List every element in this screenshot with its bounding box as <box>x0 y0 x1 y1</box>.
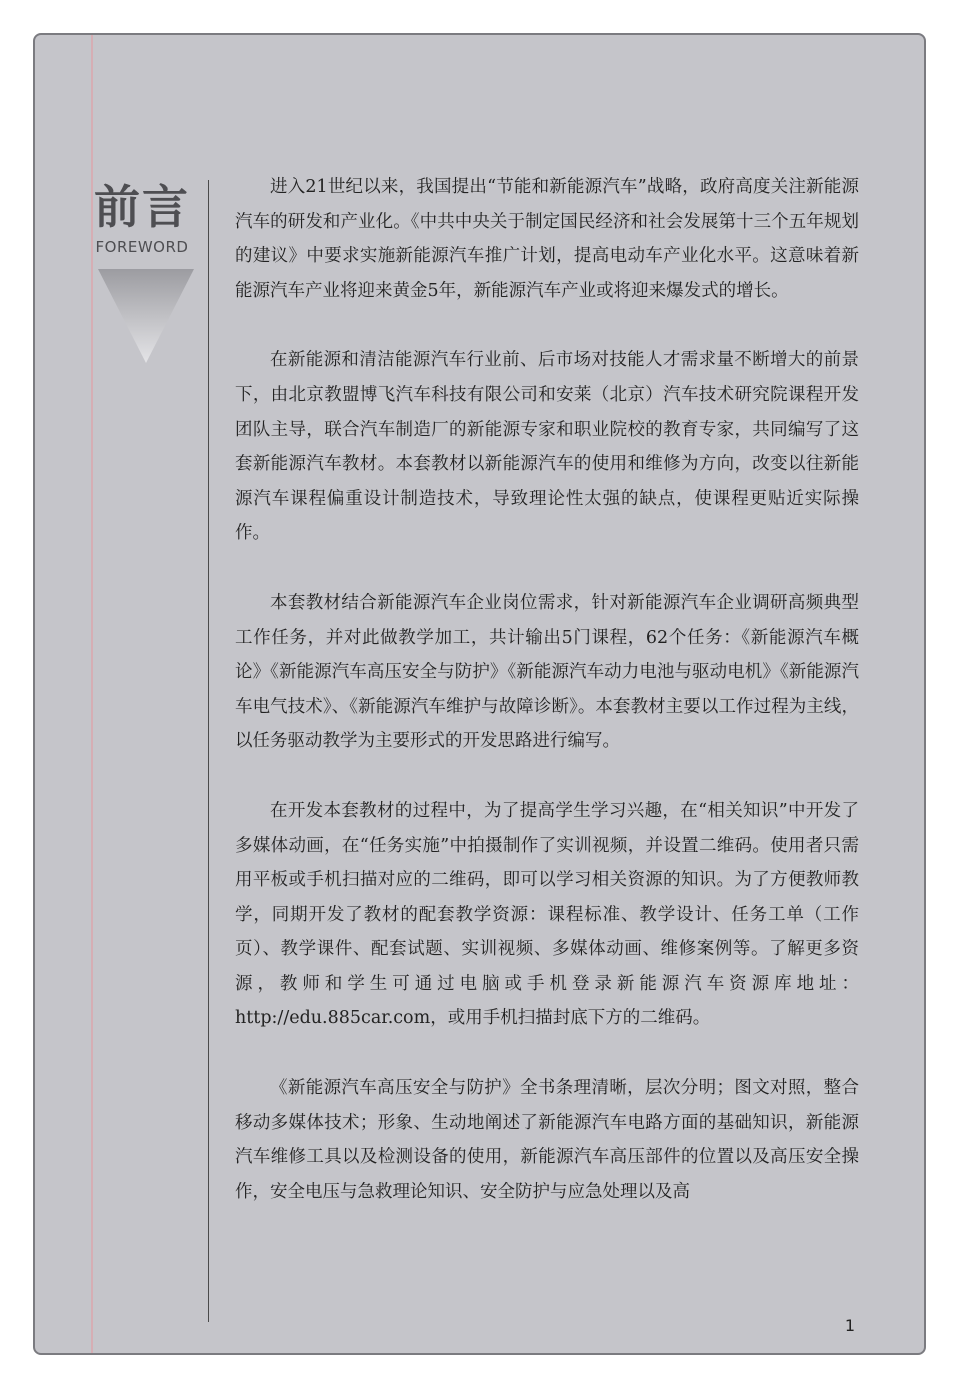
vertical-divider <box>208 180 209 1322</box>
paragraph-5: 《新能源汽车高压安全与防护》全书条理清晰，层次分明；图文对照，整合移动多媒体技术；形象、生动地阐述了新能源汽车电路方面的基础知识，新能源汽车维修工具以及检测设备的使用，新能源汽车高压部件的位置以及高压安全操作，安全电压与急救理论知识、安全防护与应急处理以及高 <box>235 1078 859 1202</box>
paragraph-4: 在开发本套教材的过程中，为了提高学生学习兴趣，在“相关知识”中开发了多媒体动画，在“任务实施”中拍摄制作了实训视频，并设置二维码。使用者只需用平板或手机扫描对应的二维码，即可以学习相关资源的知识。为了方便教师教学，同期开发了教材的配套教学资源：课程标准、教学设计、任务工单（工作页）、教学课件、配套试题、实训视频、多媒体动画、维修案例等。了解更多资源，教师和学生可通过电脑或手机登录新能源汽车资源库地址：http://edu.885car.com，或用手机扫描封底下方的二维码。 <box>235 800 859 1029</box>
foreword-body <box>235 170 859 1244</box>
paragraph-3: 本套教材结合新能源汽车企业岗位需求，针对新能源汽车企业调研高频典型工作任务，并对此做教学加工，共计输出5门课程，62个任务：《新能源汽车概论》《新能源汽车高压安全与防护》《新能源汽车动力电池与驱动电机》《新能源汽车电气技术》、《新能源汽车维护与故障诊断》。本套教材主要以工作过程为主线，以任务驱动教学为主要形式的开发思路进行编写。 <box>235 592 859 752</box>
section-heading <box>87 179 197 257</box>
heading-title-en: FOREWORD <box>95 238 189 256</box>
down-triangle-icon <box>98 269 194 363</box>
heading-title-cn: 前言 <box>94 180 190 234</box>
paragraph-1: 进入21世纪以来，我国提出“节能和新能源汽车”战略，政府高度关注新能源汽车的研发和产业化。《中共中央关于制定国民经济和社会发展第十三个五年规划的建议》中要求实施新能源汽车推广计划，提高电动车产业化水平。这意味着新能源汽车产业将迎来黄金5年，新能源汽车产业或将迎来爆发式的增长。 <box>235 177 859 301</box>
paragraph-2: 在新能源和清洁能源汽车行业前、后市场对技能人才需求量不断增大的前景下，由北京教盟博飞汽车科技有限公司和安莱（北京）汽车技术研究院课程开发团队主导，联合汽车制造厂的新能源专家和职业院校的教育专家，共同编写了这套新能源汽车教材。本套教材以新能源汽车的使用和维修为方向，改变以往新能源汽车课程偏重设计制造技术，导致理论性太强的缺点，使课程更贴近实际操作。 <box>235 350 859 544</box>
page-number: 1 <box>844 1316 855 1335</box>
book-page <box>33 33 926 1355</box>
